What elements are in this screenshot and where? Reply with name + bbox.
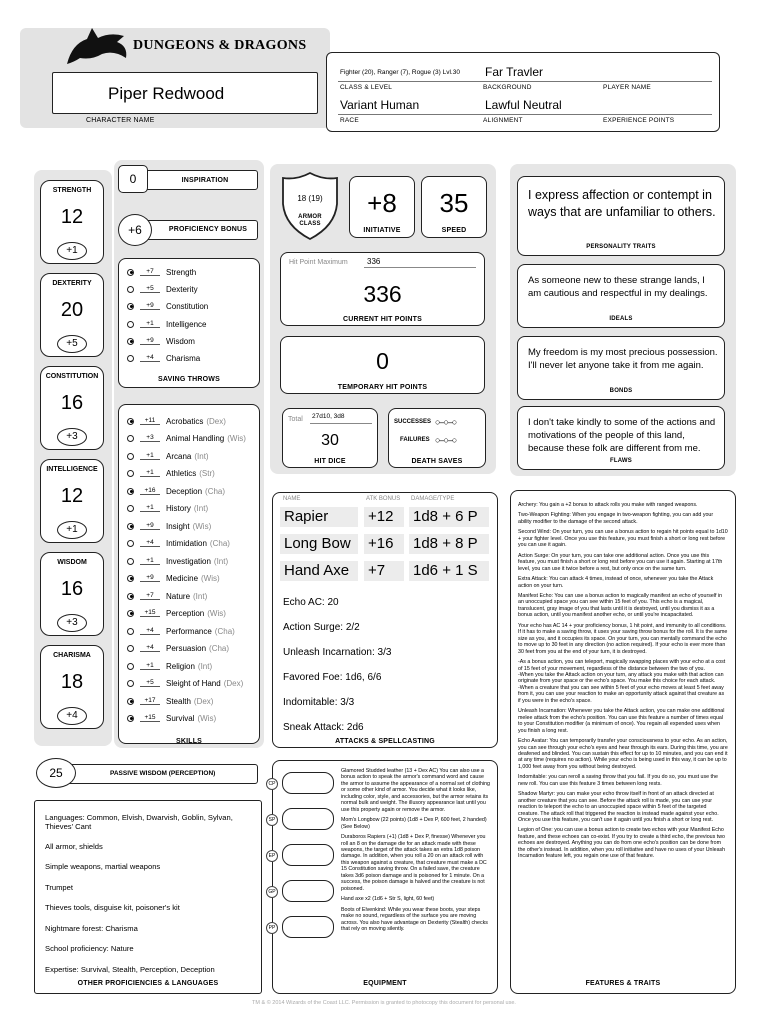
- ability-intelligence: [40, 459, 104, 543]
- skill-name: Perception: [166, 608, 205, 618]
- skill-attr: (Wis): [192, 521, 212, 531]
- hp-max-value[interactable]: 336: [367, 257, 381, 266]
- skill-row[interactable]: [127, 415, 226, 427]
- proficiency-dot[interactable]: [127, 338, 134, 345]
- save-value: +9: [140, 337, 160, 345]
- death-saves-failures-circles[interactable]: ○–○–○: [435, 435, 457, 445]
- skill-row[interactable]: [127, 677, 243, 689]
- attacks-label: ATTACKS & SPELLCASTING: [335, 738, 435, 745]
- skill-attr: (Wis): [207, 608, 226, 618]
- proficiency-dot[interactable]: [127, 321, 134, 328]
- skill-row[interactable]: [127, 590, 207, 602]
- attack-bonus[interactable]: +7: [364, 561, 404, 581]
- ability-name: WISDOM: [57, 559, 87, 566]
- skill-value: +1: [140, 557, 160, 565]
- class-level[interactable]: Fighter (20), Ranger (7), Rogue (3) Lvl.30: [340, 69, 460, 76]
- ability-score[interactable]: 16: [60, 578, 84, 600]
- skill-attr: (Dex): [206, 416, 226, 426]
- ideals[interactable]: As someone new to these strange lands, I am cautious and respectful in my dealings.: [528, 275, 708, 299]
- skills-label: SKILLS: [175, 738, 203, 745]
- proficiency-line: School proficiency: Nature: [45, 944, 134, 954]
- skill-row[interactable]: [127, 537, 230, 549]
- feature-paragraph: -As a bonus action, you can teleport, magically swapping places with your echo at a cost of 15 feet of your movement, regardless of the distance between the two of you. -When you take the Attack action on your turn, any attack you make with that action can originate from your space or the echo's space. You make this choice for each attack. -When a creature that you can see within 5 feet of your echo moves at least 5 feet away from it, you can use your reaction to make an opportunity attack against that creature as if you were in the echo's space.: [518, 659, 726, 704]
- saving-throws-label: SAVING THROWS: [158, 376, 220, 383]
- feature-paragraph: Shadow Martyr: you can make your echo throw itself in front of an attack directed at another creature that you can see. Before the attack roll is made, you can use your reaction to teleport the echo to an unoccupied space within 5 feet of the targeted creature. The attack roll that triggered the reaction is instead made against your echo. Once you use this feature, you can't use it again until you finish a short or long rest.: [518, 791, 719, 824]
- skill-name: Persuasion: [166, 643, 207, 653]
- hit-dice-value[interactable]: 30: [321, 432, 339, 449]
- skill-name: Sleight of Hand: [166, 678, 221, 688]
- coin-label-cp: CP: [266, 778, 278, 790]
- ability-name: CONSTITUTION: [45, 373, 99, 380]
- proficiency-line: Trumpet: [45, 882, 73, 892]
- coin-box-gp[interactable]: [282, 880, 334, 902]
- temp-hp-label: TEMPORARY HIT POINTS: [337, 384, 428, 391]
- skill-row[interactable]: [127, 520, 211, 532]
- skill-value: +16: [140, 487, 160, 495]
- attack-damage[interactable]: 1d8 + 6 P: [409, 507, 489, 527]
- armor-class-label: ARMOR CLASS: [298, 214, 322, 227]
- skill-row[interactable]: [127, 642, 229, 654]
- coin-box-cp[interactable]: [282, 772, 334, 794]
- ability-modifier[interactable]: +3: [57, 428, 87, 446]
- skill-value: +1: [140, 662, 160, 670]
- skill-value: +9: [140, 574, 160, 582]
- coin-box-ep[interactable]: [282, 844, 334, 866]
- skill-name: Investigation: [166, 556, 211, 566]
- skill-value: +4: [140, 627, 160, 635]
- save-name: Dexterity: [166, 284, 198, 294]
- ability-constitution: [40, 366, 104, 450]
- ability-strength: [40, 180, 104, 264]
- attack-note: Sneak Attack: 2d6: [283, 722, 364, 733]
- skill-attr: (Int): [193, 591, 208, 601]
- speed-label: SPEED: [441, 227, 467, 234]
- ability-name: INTELLIGENCE: [46, 466, 98, 473]
- temp-hp-value[interactable]: 0: [376, 348, 389, 374]
- header-line-2: [338, 114, 712, 115]
- ability-dexterity: [40, 273, 104, 357]
- proficiency-dot[interactable]: [127, 558, 134, 565]
- equipment-item: Hand axe x2 (1d6 + Str S, light, 60 feet): [341, 896, 435, 903]
- proficiency-dot[interactable]: [127, 593, 134, 600]
- footer-copyright: TM & © 2014 Wizards of the Coast LLC. Permission is granted to photocopy this document for personal use.: [252, 1000, 516, 1006]
- proficiency-value[interactable]: +6: [118, 214, 152, 246]
- skill-name: History: [166, 503, 191, 513]
- skill-name: Insight: [166, 521, 190, 531]
- skill-row[interactable]: [127, 432, 246, 444]
- character-name[interactable]: Piper Redwood: [108, 84, 225, 103]
- save-value: +1: [140, 320, 160, 328]
- proficiencies-label: OTHER PROFICIENCIES & LANGUAGES: [77, 980, 219, 987]
- features-label: FEATURES & TRAITS: [585, 980, 661, 987]
- skill-value: +15: [140, 714, 160, 722]
- attack-bonus[interactable]: +16: [364, 534, 404, 554]
- race-value[interactable]: Variant Human: [340, 98, 420, 112]
- passive-wisdom-value[interactable]: 25: [36, 758, 76, 788]
- save-value: +9: [140, 302, 160, 310]
- skill-row[interactable]: [127, 450, 209, 462]
- attack-notes: [283, 590, 391, 740]
- save-name: Wisdom: [166, 336, 195, 346]
- save-value: +7: [140, 268, 160, 276]
- initiative-value[interactable]: +8: [367, 188, 397, 218]
- skill-attr: (Int): [197, 661, 213, 671]
- skill-value: +5: [140, 679, 160, 687]
- ability-name: CHARISMA: [53, 652, 91, 659]
- hit-dice-total-label: Total: [288, 416, 303, 423]
- proficiency-dot[interactable]: [127, 715, 134, 722]
- save-strength[interactable]: [127, 266, 196, 278]
- background-value[interactable]: Far Travler: [485, 65, 544, 79]
- proficiency-dot[interactable]: [127, 488, 134, 495]
- ability-score[interactable]: 20: [60, 299, 84, 321]
- skill-value: +1: [140, 452, 160, 460]
- skill-value: +4: [140, 644, 160, 652]
- skill-row[interactable]: [127, 660, 212, 672]
- equipment-item: Mom's Longbow (22 points) (1d8 + Dex P, 600 feet, 2 handed) (See Below): [341, 817, 487, 830]
- hp-max-line: [364, 267, 476, 268]
- proficiencies-list: [45, 813, 255, 974]
- death-saves-label: DEATH SAVES: [411, 458, 463, 465]
- feature-paragraph: Second Wind: On your turn, you can use a bonus action to regain hit points equal to 1d10 + your fighter level. Once you use this feature, you must finish a short or long rest before you can use it again.: [518, 529, 728, 549]
- coin-label-ep: EP: [266, 850, 278, 862]
- skill-name: Religion: [166, 661, 195, 671]
- hit-dice-total-line: [310, 423, 372, 424]
- skill-row[interactable]: [127, 625, 235, 637]
- skill-name: Arcana: [166, 451, 192, 461]
- attacks-col-damage: DAMAGE/TYPE: [411, 496, 455, 502]
- hit-dice-label: HIT DICE: [314, 458, 346, 465]
- skill-name: Animal Handling: [166, 433, 225, 443]
- skill-value: +3: [140, 434, 160, 442]
- background-label: BACKGROUND: [483, 84, 532, 91]
- proficiency-dot[interactable]: [127, 453, 134, 460]
- ability-modifier[interactable]: +5: [57, 335, 87, 353]
- ability-wisdom: [40, 552, 104, 636]
- hp-max-label: Hit Point Maximum: [289, 259, 348, 266]
- alignment-value[interactable]: Lawful Neutral: [485, 98, 562, 112]
- proficiency-dot[interactable]: [127, 698, 134, 705]
- save-name: Charisma: [166, 353, 201, 363]
- skill-row[interactable]: [127, 555, 228, 567]
- skill-row[interactable]: [127, 712, 216, 724]
- coin-box-sp[interactable]: [282, 808, 334, 830]
- skill-attr: (Int): [213, 556, 229, 566]
- proficiency-dot[interactable]: [127, 435, 134, 442]
- equipment-label: EQUIPMENT: [363, 980, 407, 987]
- feature-paragraph: Echo Avatar: You can temporarily transfer your consciousness to your echo. As an action, you can see through your echo's eyes and hear through its ears. During this time, you are deafened and blinded. You can sustain this effect for up to 10 minutes, and you can end it at any time (requires no action). While your echo is being used in this way, it can be up to 1,000 feet away from you without being destroyed.: [518, 738, 728, 770]
- skill-name: Intimidation: [166, 538, 207, 548]
- skill-value: +17: [140, 697, 160, 705]
- coin-label-sp: SP: [266, 814, 278, 826]
- proficiency-dot[interactable]: [127, 645, 134, 652]
- proficiency-dot[interactable]: [127, 355, 134, 362]
- xp-label: EXPERIENCE POINTS: [603, 117, 675, 124]
- death-saves-successes-label: SUCCESSES: [394, 419, 432, 425]
- skill-value: +15: [140, 609, 160, 617]
- proficiency-line: All armor, shields: [45, 841, 103, 851]
- save-name: Constitution: [166, 301, 209, 311]
- character-name-label: CHARACTER NAME: [86, 117, 155, 124]
- attack-note: Action Surge: 2/2: [283, 622, 360, 633]
- proficiency-dot[interactable]: [127, 680, 134, 687]
- proficiency-dot[interactable]: [127, 269, 134, 276]
- ideals-label: IDEALS: [609, 316, 633, 322]
- bonds[interactable]: My freedom is my most precious possession. I'll never let anyone take it from me again.: [528, 347, 718, 371]
- death-saves-successes-circles[interactable]: ○–○–○: [435, 417, 457, 427]
- ability-modifier[interactable]: +1: [57, 242, 87, 260]
- skill-attr: (Int): [193, 503, 209, 513]
- skill-attr: (Str): [199, 468, 215, 478]
- attack-note: Echo AC: 20: [283, 597, 339, 608]
- inspiration-label: INSPIRATION: [181, 177, 229, 184]
- coin-label-pp: PP: [266, 922, 278, 934]
- attack-bonus[interactable]: +12: [364, 507, 404, 527]
- ability-score[interactable]: 18: [60, 671, 84, 693]
- coin-label-gp: GP: [266, 886, 278, 898]
- proficiency-dot[interactable]: [127, 628, 134, 635]
- skill-attr: (Int): [194, 451, 209, 461]
- skill-attr: (Cha): [209, 538, 230, 548]
- skill-row[interactable]: [127, 607, 226, 619]
- attack-name[interactable]: Long Bow: [280, 534, 358, 554]
- ability-modifier[interactable]: +3: [57, 614, 87, 632]
- proficiency-line: Expertise: Survival, Stealth, Perception, Deception: [45, 964, 215, 974]
- skill-name: Stealth: [166, 696, 191, 706]
- attack-note: Favored Foe: 1d6, 6/6: [283, 672, 382, 683]
- feature-paragraph: Archery: You gain a +2 bonus to attack rolls you make with ranged weapons.: [518, 502, 698, 508]
- features-text[interactable]: [518, 502, 728, 864]
- attack-note: Unleash Incarnation: 3/3: [283, 647, 392, 658]
- proficiency-line: Simple weapons, martial weapons: [45, 862, 161, 872]
- proficiency-label: PROFICIENCY BONUS: [168, 226, 248, 233]
- proficiency-dot[interactable]: [127, 505, 134, 512]
- attack-note: Indomitable: 3/3: [283, 697, 355, 708]
- speed-value[interactable]: 35: [439, 188, 469, 218]
- skill-row[interactable]: [127, 502, 208, 514]
- feature-paragraph: Two-Weapon Fighting: When you engage in two-weapon fighting, you can add your ability modifier to the damage of the second attack.: [518, 512, 714, 525]
- skill-row[interactable]: [127, 467, 215, 479]
- ability-score[interactable]: 12: [60, 485, 84, 507]
- skill-attr: (Cha): [205, 486, 226, 496]
- current-hp-label: CURRENT HIT POINTS: [342, 316, 423, 323]
- feature-paragraph: Manifest Echo: You can use a bonus action to magically manifest an echo of yourself in an unoccupied space you can see within 15 feet of you. This echo is a magical, translucent, gray image of you that lasts until it is destroyed, until you dismiss it as a bonus action, until you manifest another echo, or until you're incapacitated.: [518, 592, 723, 619]
- skill-value: +4: [140, 539, 160, 547]
- skill-name: Performance: [166, 626, 212, 636]
- skill-attr: (Wis): [227, 433, 246, 443]
- proficiency-dot[interactable]: [127, 575, 134, 582]
- save-value: +4: [140, 354, 160, 362]
- current-hp-value[interactable]: 336: [363, 281, 402, 307]
- proficiency-dot[interactable]: [127, 303, 134, 310]
- save-name: Intelligence: [166, 319, 207, 329]
- initiative-label: INITIATIVE: [363, 227, 401, 234]
- save-value: +5: [140, 285, 160, 293]
- death-saves-failures-label: FAILURES: [400, 437, 430, 443]
- proficiency-dot[interactable]: [127, 610, 134, 617]
- alignment-label: ALIGNMENT: [483, 117, 523, 124]
- skill-value: +9: [140, 522, 160, 530]
- flaws-label: FLAWS: [610, 458, 632, 464]
- coin-box-pp[interactable]: [282, 916, 334, 938]
- skill-name: Survival: [166, 713, 195, 723]
- feature-paragraph: Your echo has AC 14 + your proficiency bonus, 1 hit point, and immunity to all conditions. If it has to make a saving throw, it uses your saving throw bonus for the roll. It is the same size as you, and it occupies its space. On your turn, you can mentally command the echo to move up to 30 feet in any direction (no action required). If your echo is ever more than 30 feet from you at the end of your turn, it is destroyed.: [518, 622, 728, 655]
- header-line-1: [338, 81, 712, 82]
- save-name: Strength: [166, 267, 197, 277]
- skill-row[interactable]: [127, 572, 220, 584]
- proficiency-dot[interactable]: [127, 540, 134, 547]
- player-name-label: PLAYER NAME: [603, 84, 651, 91]
- skill-name: Nature: [166, 591, 191, 601]
- ability-name: DEXTERITY: [52, 280, 92, 287]
- attacks-col-name: NAME: [283, 496, 301, 502]
- ability-score[interactable]: 12: [60, 206, 84, 228]
- skill-row[interactable]: [127, 695, 213, 707]
- skill-row[interactable]: [127, 485, 225, 497]
- equipment-item: Glamored Studded leather (13 + Dex AC) You can also use a bonus action to speak the armor's command word and cause the armor to assume the appearance of a normal set of clothing or some other kind of armor. You decide what it looks like, including color, style, and accessories, but the armor retains its normal bulk and weight. The illusory appearance last until you use this property again or remove the armor.: [341, 768, 490, 813]
- save-charisma[interactable]: [127, 352, 200, 364]
- feature-paragraph: Legion of One: you can use a bonus action to create two echos with your Manifest Echo feature, and these echoes can co-exist. If you try to create a third echo, the previous two echoes are destroyed. Anything you can do from one echo's position can be done from the other's instead. In addition, when you roll initiative and have no uses of your Unleash Incarnation feature left, you regain one use of that feature.: [518, 827, 726, 860]
- proficiency-dot[interactable]: [127, 470, 134, 477]
- save-dexterity[interactable]: [127, 283, 198, 295]
- feature-paragraph: Indomitable: you can reroll a saving throw that you fail. If you do so, you must use the new roll. You can use this feature 3 times between long rests.: [518, 774, 718, 787]
- proficiency-dot[interactable]: [127, 523, 134, 530]
- skill-value: +1: [140, 504, 160, 512]
- skill-attr: (Dex): [223, 678, 244, 688]
- skill-attr: (Wis): [201, 573, 220, 583]
- skill-name: Medicine: [166, 573, 199, 583]
- skill-attr: (Dex): [193, 696, 214, 706]
- attacks-col-bonus: ATK BONUS: [366, 496, 401, 502]
- proficiency-line: Languages: Common, Elvish, Dwarvish, Goblin, Sylvan, Thieves' Cant: [45, 813, 233, 832]
- ability-modifier[interactable]: +4: [57, 707, 87, 725]
- ability-name: STRENGTH: [52, 187, 92, 194]
- armor-class-shield-icon: [279, 170, 341, 242]
- attack-damage[interactable]: 1d6 + 1 S: [409, 561, 489, 581]
- armor-class-value[interactable]: 18 (19): [297, 194, 323, 203]
- bonds-label: BONDS: [609, 388, 633, 394]
- proficiency-line: Thieves tools, disguise kit, poisoner's kit: [45, 903, 180, 913]
- personality-traits[interactable]: I express affection or contempt in ways that are unfamiliar to others.: [528, 188, 716, 219]
- feature-paragraph: Action Surge: On your turn, you can take one additional action. Once you use this feature, you must finish a short or long rest before you can use it again. Starting at 17th level, you can use it twice before a rest, but only once on the same turn.: [518, 552, 723, 572]
- proficiency-line: Nightmare forest: Charisma: [45, 923, 138, 933]
- attack-name[interactable]: Hand Axe: [280, 561, 358, 581]
- flaws[interactable]: I don't take kindly to some of the actions and motivations of the people of this land, because these folk are different from me.: [528, 417, 716, 454]
- save-intelligence[interactable]: [127, 318, 206, 330]
- equipment-text[interactable]: [341, 768, 491, 936]
- ability-modifier[interactable]: +1: [57, 521, 87, 539]
- skill-name: Acrobatics: [166, 416, 204, 426]
- passive-wisdom-label: PASSIVE WISDOM (PERCEPTION): [110, 770, 216, 777]
- proficiency-dot[interactable]: [127, 286, 134, 293]
- skill-value: +7: [140, 592, 160, 600]
- skill-name: Deception: [166, 486, 203, 496]
- equipment-item: Boots of Elvenkind: While you wear these boots, your steps make no sound, regardless of the surface you are moving across. You also have advantage on Dexterity (Stealth) checks that rely on moving silently.: [341, 906, 488, 932]
- feature-paragraph: Unleash Incarnation: Whenever you take the Attack action, you can make one additional melee attack from the echo's position. You can use this feature a number of times equal to your Constitution modifier (a minimum of once). You regain all expended uses when you finish a long rest.: [518, 708, 725, 734]
- logo-text: DUNGEONS & DRAGONS: [133, 38, 307, 53]
- inspiration-value[interactable]: 0: [118, 165, 148, 193]
- dragon-logo-icon: [62, 24, 132, 70]
- proficiency-dot[interactable]: [127, 663, 134, 670]
- equipment-item: Duraboros Rapiers (+1) (1d8 + Dex P, finesse) Whenever you roll an 8 on the damage die for an attack made with these weapons, the target of the attack takes an extra 1d8 poison damage. In addition, when you roll a 20 on an attack roll with this weapon against a creature, that creature must make a DC 15 Constitution saving throw. On a failed save, the creature takes 3d6 poison damage and is poisoned for 1 minute. On a success, the poison damage is halved and the creature is not poisoned.: [341, 834, 487, 892]
- attack-name[interactable]: Rapier: [280, 507, 358, 527]
- save-wisdom[interactable]: [127, 335, 195, 347]
- attack-damage[interactable]: 1d8 + 8 P: [409, 534, 489, 554]
- personality-label: PERSONALITY TRAITS: [586, 244, 656, 250]
- ability-score[interactable]: 16: [60, 392, 84, 414]
- ability-charisma: [40, 645, 104, 729]
- save-constitution[interactable]: [127, 300, 208, 312]
- hit-dice-total-value[interactable]: 27d10, 3d8: [312, 413, 345, 420]
- class-level-label: CLASS & LEVEL: [340, 84, 393, 91]
- skill-attr: (Cha): [214, 626, 235, 636]
- race-label: RACE: [340, 117, 359, 124]
- skill-value: +1: [140, 469, 160, 477]
- skill-name: Athletics: [166, 468, 197, 478]
- skill-attr: (Cha): [209, 643, 230, 653]
- skill-value: +11: [140, 417, 160, 425]
- skill-attr: (Wis): [197, 713, 217, 723]
- proficiency-dot[interactable]: [127, 418, 134, 425]
- feature-paragraph: Extra Attack: You can attack 4 times, instead of once, whenever you take the Attack action on your turn.: [518, 576, 714, 589]
